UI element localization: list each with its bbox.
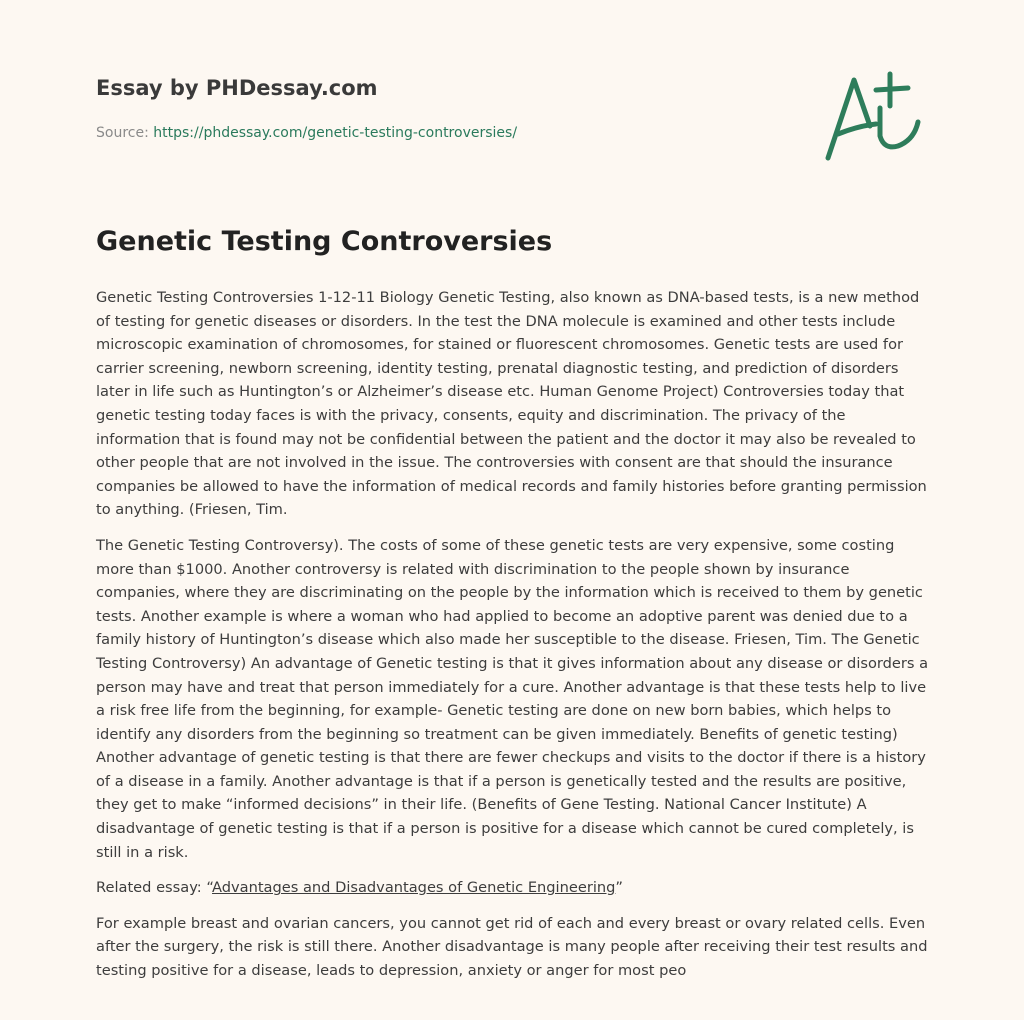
site-title: Essay by PHDessay.com bbox=[96, 76, 378, 100]
related-suffix: ” bbox=[615, 879, 623, 897]
paragraph-3: For example breast and ovarian cancers, you cannot get rid of each and every breast or ovary related cells. Even after the surgery, the risk is still there. Another disadvantage is many people after receiving their test results and testing positive for a disease, leads to depression, anxiety or anger for most peo bbox=[96, 914, 928, 980]
paragraph-1: Genetic Testing Controversies 1-12-11 Biology Genetic Testing, also known as DNA-based tests, is a new method of testing for genetic diseases or disorders. In the test the DNA molecule is examined and other tests include microscopic examination of chromosomes, for stained or fluorescent chromosomes. Genetic tests are used for carrier screening, newborn screening, identity testing, prenatal diagnostic testing, and prediction of disorders later in life such as Huntington’s or Alzheimer’s disease etc. Human Genome Project) Controversies today that genetic testing today faces is with the privacy, consents, equity and discrimination. The privacy of the information that is found may not be confidential between the patient and the doctor it may also be revealed to other people that are not involved in the issue. The controversies with consent are that should the insurance companies be allowed to have the information of medical records and family histories before granting permission to anything. (Friesen, Tim. bbox=[96, 289, 927, 519]
related-prefix: Related essay: “ bbox=[96, 879, 213, 897]
related-essay-link[interactable]: Advantages and Disadvantages of Genetic Engineering bbox=[212, 879, 616, 897]
source-label: Source: bbox=[96, 125, 149, 141]
related-essay bbox=[96, 876, 934, 900]
paragraph-2: The Genetic Testing Controversy). The costs of some of these genetic tests are very expensive, some costing more than $1000. Another controversy is related with discrimination to the people shown by insurance companies, where they are discriminating on the people by the information which is received to them by genetic tests. Another example is where a woman who had applied to become an adoptive parent was denied due to a family history of Huntington’s disease which also made her susceptible to the disease. Friesen, Tim. The Genetic Testing Controversy) An advantage of Genetic testing is that it gives information about any disease or disorders a person may have and treat that person immediately for a cure. Another advantage is that these tests help to live a risk free life from the beginning, for example- Genetic testing are done on new born babies, which helps to identify any disorders from the beginning so treatment can be given immediately. Benefits of genetic testing) Another advantage of genetic testing is that there are fewer checkups and visits to the doctor if there is a history of a disease in a family. Another advantage is that if a person is genetically tested and the results are positive, they get to make “informed decisions” in their life. (Benefits of Gene Testing. National Cancer Institute) A disadvantage of genetic testing is that if a person is positive for a disease which cannot be cured completely, is still in a risk. bbox=[96, 536, 929, 861]
a-plus-logo-icon bbox=[818, 68, 928, 164]
source-line bbox=[96, 125, 517, 141]
article-body bbox=[96, 286, 934, 995]
page-title: Genetic Testing Controversies bbox=[96, 226, 553, 257]
source-link[interactable]: https://phdessay.com/genetic-testing-controversies/ bbox=[153, 125, 518, 141]
